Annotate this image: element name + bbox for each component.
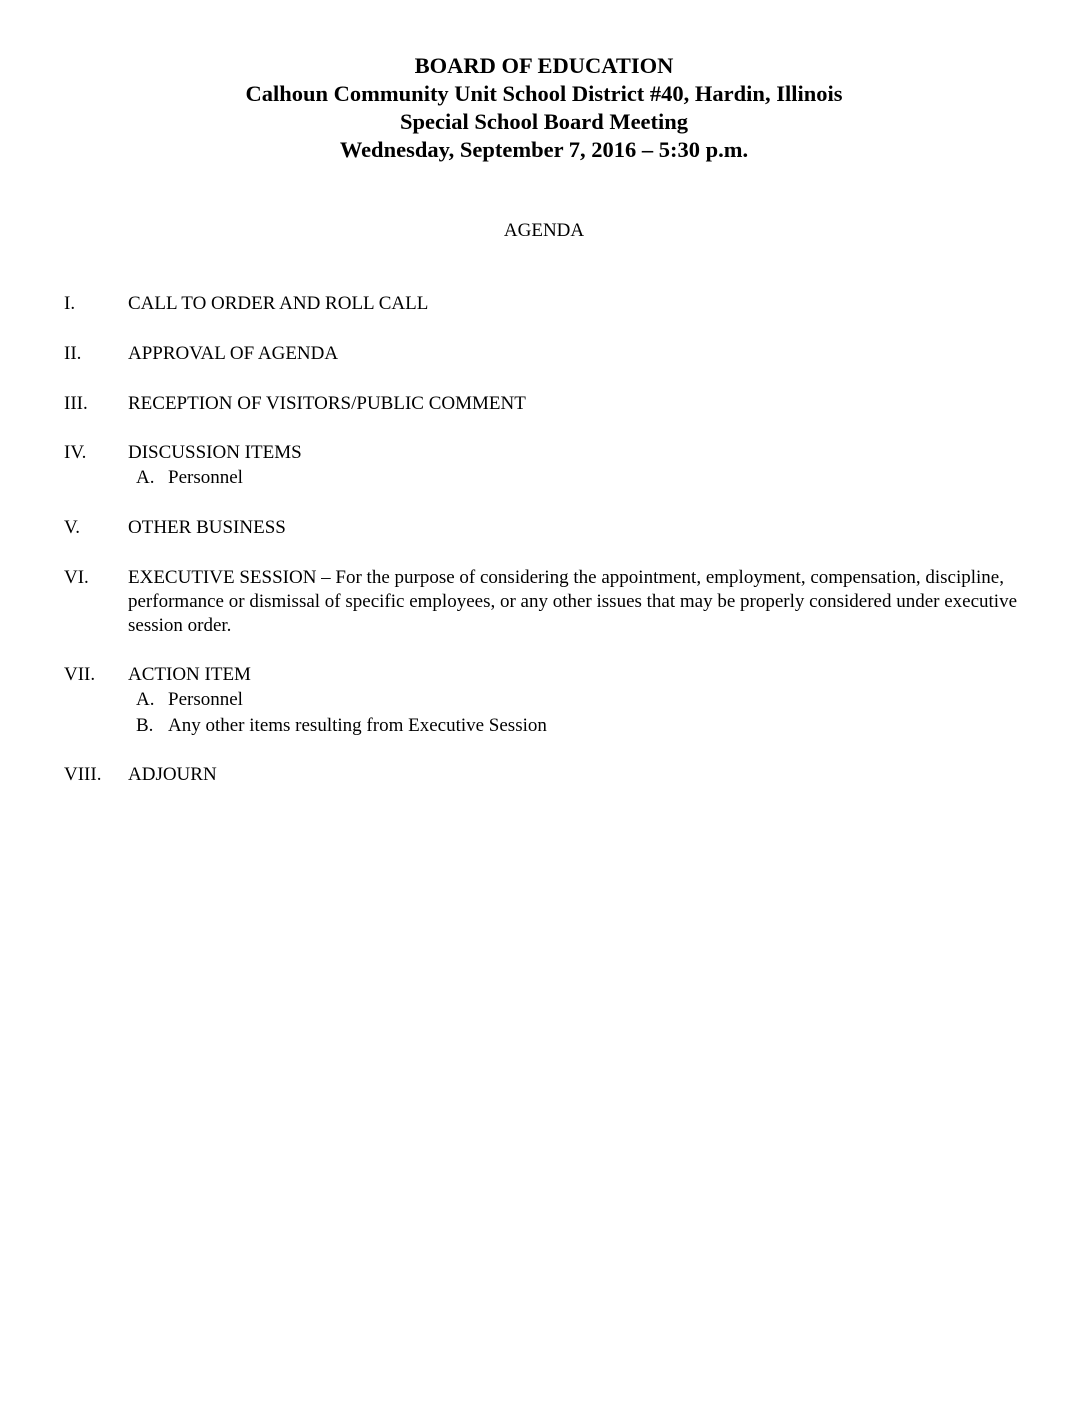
agenda-heading: AGENDA bbox=[503, 220, 585, 241]
agenda-item-numeral: VIII. bbox=[64, 764, 102, 785]
agenda-item-text: RECEPTION OF VISITORS/PUBLIC COMMENT bbox=[128, 393, 526, 414]
agenda-item-text: APPROVAL OF AGENDA bbox=[128, 343, 339, 364]
agenda-item-text: ADJOURN bbox=[128, 764, 217, 785]
document-header bbox=[0, 52, 1088, 164]
agenda-item-numeral: I. bbox=[64, 293, 76, 314]
header-meeting-type: Special School Board Meeting bbox=[399, 109, 689, 134]
agenda-item-numeral: VI. bbox=[64, 567, 89, 588]
agenda-item-text: EXECUTIVE SESSION – For the purpose of considering the appointment, employment, compensation, discipline, performance or dismissal of specific employees, or any other issues that may be properly considered under executive session order. bbox=[128, 567, 1018, 636]
subitem-letter: A. bbox=[136, 467, 155, 488]
header-title: BOARD OF EDUCATION bbox=[414, 53, 674, 78]
header-date-time: Wednesday, September 7, 2016 – 5:30 p.m. bbox=[339, 137, 749, 162]
agenda-item-text: OTHER BUSINESS bbox=[128, 517, 286, 538]
agenda-item-numeral: V. bbox=[64, 517, 81, 538]
header-district: Calhoun Community Unit School District #40, Hardin, Illinois bbox=[245, 81, 843, 106]
agenda-item-numeral: IV. bbox=[64, 442, 87, 463]
subitem-letter: B. bbox=[136, 715, 154, 736]
subitem-text: Personnel bbox=[168, 467, 243, 488]
agenda-item-numeral: II. bbox=[64, 343, 82, 364]
subitem-text: Any other items resulting from Executive Session bbox=[168, 715, 547, 736]
agenda-subitem-7a bbox=[136, 688, 836, 712]
agenda-item-text: ACTION ITEM bbox=[128, 664, 251, 685]
agenda-subitem-7b bbox=[136, 714, 836, 738]
subitem-letter: A. bbox=[136, 689, 155, 710]
agenda-item-text: DISCUSSION ITEMS bbox=[128, 442, 302, 463]
agenda-item-numeral: VII. bbox=[64, 664, 96, 685]
agenda-item-text: CALL TO ORDER AND ROLL CALL bbox=[128, 293, 429, 314]
agenda-item-numeral: III. bbox=[64, 393, 88, 414]
agenda-subitem-4a bbox=[136, 466, 836, 490]
subitem-text: Personnel bbox=[168, 689, 243, 710]
